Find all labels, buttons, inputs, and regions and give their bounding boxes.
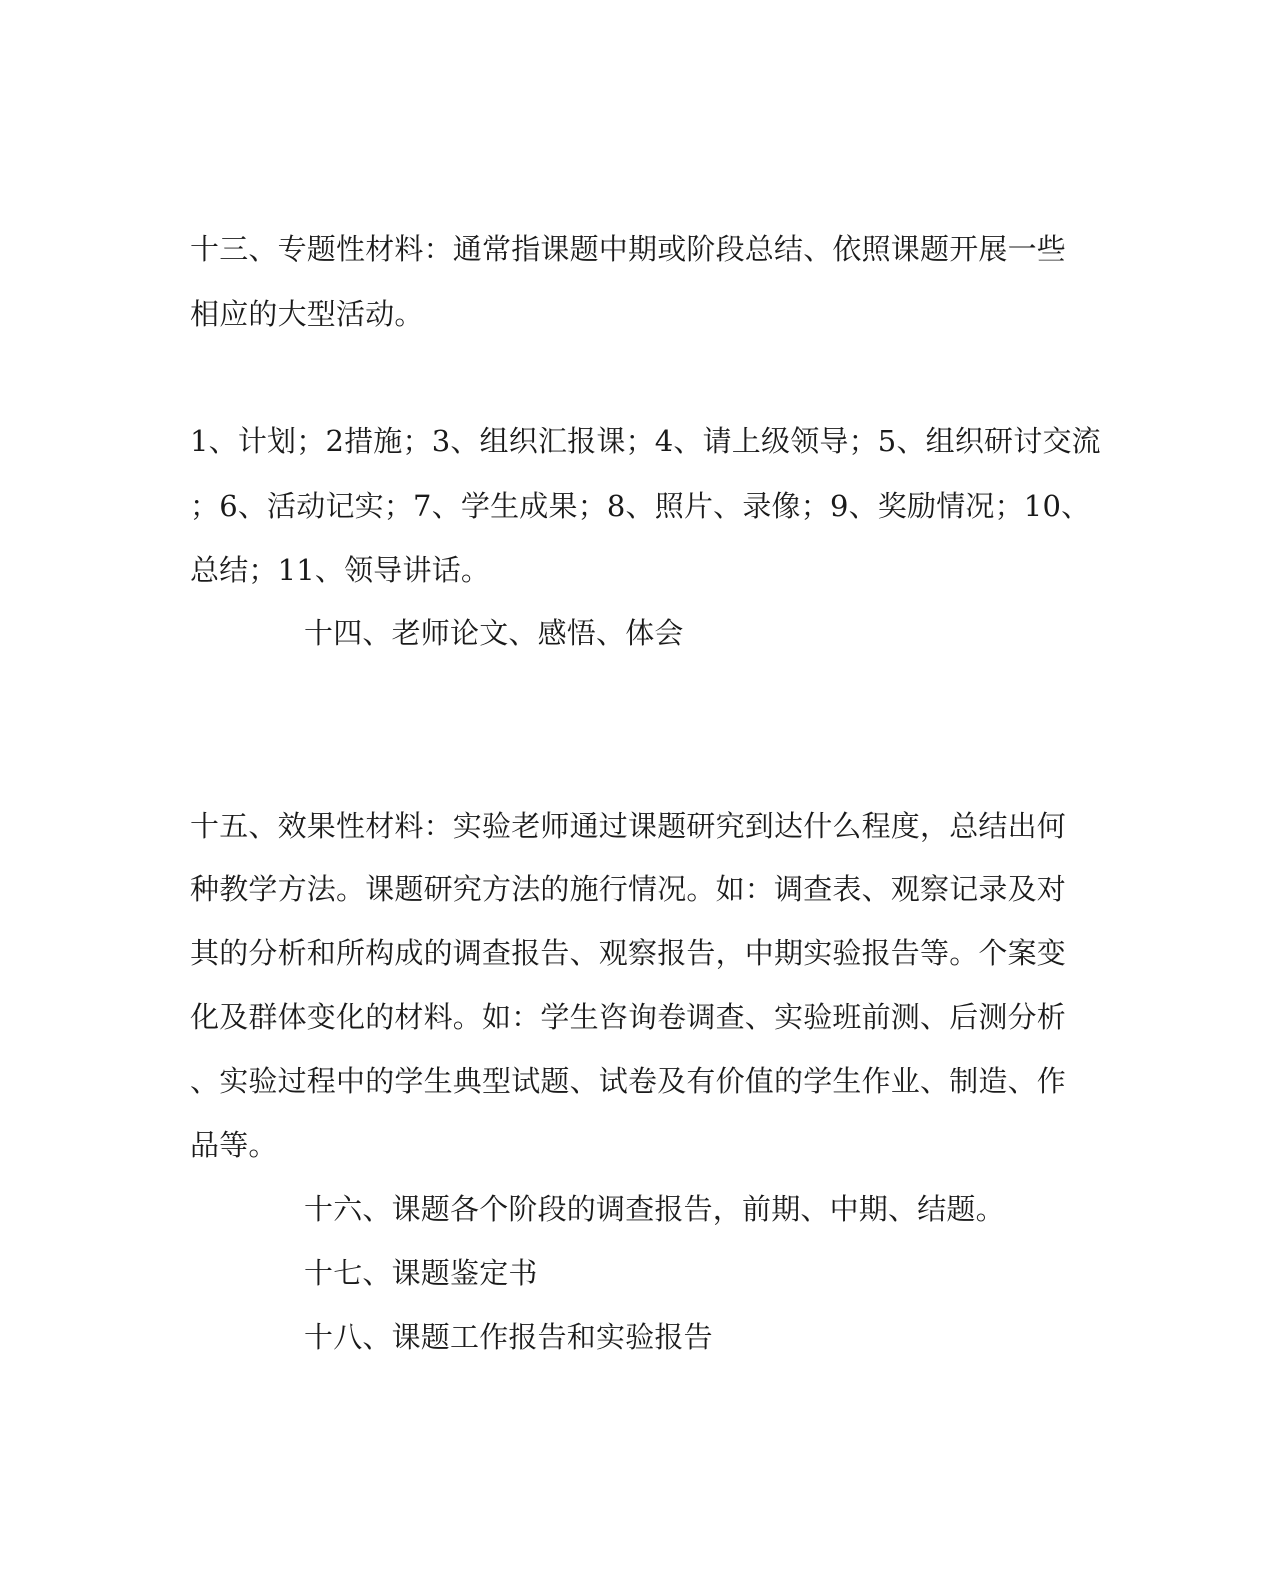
heading-14: 十四、老师论文、感悟、体会 (304, 616, 684, 650)
list-line-1: 1、计划；2措施；3、组织汇报课；4、请上级领导；5、组织研讨交流 (190, 424, 1101, 458)
paragraph-15-line-3: 其的分析和所构成的调查报告、观察报告，中期实验报告等。个案变 (190, 936, 1067, 970)
list-line-3: 总结；11、领导讲话。 (190, 553, 491, 587)
paragraph-15-line-5: 、实验过程中的学生典型试题、试卷及有价值的学生作业、制造、作 (190, 1064, 1067, 1098)
paragraph-15-line-4: 化及群体变化的材料。如：学生咨询卷调查、实验班前测、后测分析 (190, 1000, 1067, 1034)
paragraph-13-line-2: 相应的大型活动。 (190, 297, 424, 331)
list-line-2: ；6、活动记实；7、学生成果；8、照片、录像；9、奖励情况；10、 (190, 489, 1091, 523)
paragraph-15-line-1: 十五、效果性材料：实验老师通过课题研究到达什么程度，总结出何 (190, 809, 1067, 843)
paragraph-15-line-6: 品等。 (190, 1128, 278, 1162)
paragraph-15-line-2: 种教学方法。课题研究方法的施行情况。如：调查表、观察记录及对 (190, 872, 1067, 906)
heading-18: 十八、课题工作报告和实验报告 (304, 1320, 713, 1354)
paragraph-13-line-1: 十三、专题性材料：通常指课题中期或阶段总结、依照课题开展一些 (190, 232, 1067, 266)
heading-17: 十七、课题鉴定书 (304, 1256, 538, 1290)
heading-16: 十六、课题各个阶段的调查报告，前期、中期、结题。 (304, 1192, 1005, 1226)
